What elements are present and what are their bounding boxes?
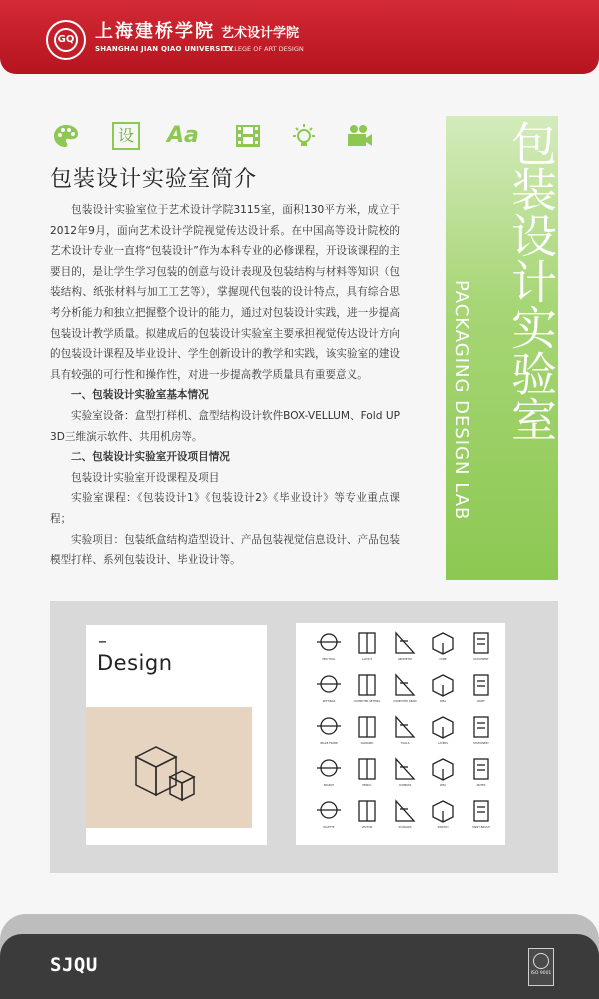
projects-intro-text: 包装设计实验室开设课程及项目: [71, 471, 220, 484]
light-bulb-icon: [426, 755, 460, 789]
image-icon: [312, 713, 346, 747]
pen-tool-icon: [312, 629, 346, 663]
design-icons-card: [296, 623, 505, 845]
icon-caption: PAINT: [477, 700, 485, 703]
bulb-gear-icon: [426, 671, 460, 705]
projects-text: 实验项目：包装纸盒结构造型设计、产品包装视觉信息设计、产品包装模型打样、系列包装设计、毕业设计等。: [50, 533, 400, 567]
icon-caption: COMPASS: [398, 784, 412, 787]
icon-caption: VECTOR: [361, 826, 373, 829]
header-bar: [0, 0, 599, 74]
paint-bucket-icon: [464, 671, 498, 705]
icon-caption: SETTINGS: [322, 700, 336, 703]
color-swatch-icon: [426, 797, 460, 831]
banner-title-cn: 包装设计实验室: [504, 120, 558, 442]
lab-title-banner: [446, 116, 558, 580]
icon-caption: PALETTE: [323, 826, 335, 829]
icon-caption: CUBE: [439, 658, 447, 661]
intro-title: 包装设计实验室简介: [50, 167, 258, 192]
computer-icon: [350, 671, 384, 705]
icon-caption: SCISSORS: [398, 826, 412, 829]
video-camera-icon: [345, 122, 373, 150]
icon-caption: STATIONERY: [473, 742, 489, 745]
icon-caption: PAINT BRUSH: [472, 826, 490, 829]
icon-caption: LAYERS: [438, 742, 448, 745]
gear-icon: [312, 671, 346, 705]
icon-caption: NOTES: [476, 784, 486, 787]
monitor-pen-icon: [388, 671, 422, 705]
design-dash: –: [98, 631, 107, 652]
notepad-icon: [464, 755, 498, 789]
icon-caption: DIAMOND: [360, 742, 374, 745]
pencil-cup-icon: [388, 713, 422, 747]
icon-caption: IDEA: [439, 784, 447, 787]
cert-circle-icon: [533, 953, 549, 969]
icon-caption: PEN TOOL: [322, 658, 336, 661]
paint-brush-icon: [464, 797, 498, 831]
palette-icon: [52, 122, 80, 150]
stationery-icon: [464, 713, 498, 747]
vector-icon: [350, 797, 384, 831]
cert-text: ISO 9001: [530, 971, 552, 976]
sjqu-logo: SJQU: [50, 954, 98, 976]
icon-caption: SEARCH: [323, 784, 335, 787]
intro-body: [50, 200, 400, 571]
magnifier-icon: [312, 755, 346, 789]
icon-caption: DOCUMENT: [473, 658, 489, 661]
design-word: Design: [97, 651, 173, 675]
seal-inner: GQ: [54, 28, 78, 52]
icon-caption: SWATCH: [437, 826, 449, 829]
college-name-cn: 艺术设计学院: [221, 26, 300, 41]
layout-grid-icon: [350, 629, 384, 663]
icon-caption: COMPUTER DRAW: [393, 700, 417, 703]
icon-caption: COMPUTER SETTING: [353, 700, 381, 703]
boxes-icon: [86, 707, 252, 828]
film-strip-icon: [234, 122, 262, 150]
university-name-cn: 上海建桥学院: [95, 21, 215, 42]
boxes-illustration: [86, 707, 252, 828]
university-name-en: SHANGHAI JIAN QIAO UNIVERSITY: [95, 45, 234, 53]
icon-caption: IMAGE FRAME: [319, 742, 339, 745]
design-card: [86, 625, 267, 845]
pencil-icon: [350, 755, 384, 789]
iso-certification-badge: [528, 948, 554, 986]
banner-title-en: PACKAGING DESIGN LAB: [451, 280, 472, 521]
icon-caption: LAYOUT: [361, 658, 373, 661]
light-bulb-icon: [290, 122, 318, 150]
font-aa-icon: Aa: [167, 123, 199, 148]
section-heading-projects: 二、包装设计实验室开设项目情况: [71, 451, 230, 464]
icon-caption: PENCIL: [362, 784, 372, 787]
diamond-icon: [350, 713, 384, 747]
she-character-icon: 设: [112, 122, 140, 150]
university-seal-logo: [46, 20, 86, 60]
intro-paragraph: 包装设计实验室位于艺术设计学院3115室，面积130平方米，成立于2012年9月，面向艺术设计学院视觉传达设计系。在中国高等设计院校的艺术设计专业一直将“包装设计”作为本科专业的必修课程，开设该课程的主要目的，是让学生学习包装的创意与设计表现及包装结构与材料等知识（包装结构、纸张材料与加工工艺等），掌握现代包装的设计特点，具有综合思考分析能力和独立把握整个设计的能力，通过对包装设计实践，进一步提高包装设计教学质量。拟建成后的包装设计实验室主要承担视觉传达设计方向的包装设计课程及毕业设计、学生创新设计的教学和实践，该实验室的建设具有较强的可行性和操作性，对进一步提高教学质量具有重要意义。: [50, 204, 400, 381]
gallery-panel: [50, 601, 558, 873]
compass-icon: [388, 755, 422, 789]
icon-caption: TOOLS: [400, 742, 410, 745]
courses-text: 实验室课程：《包装设计1》《包装设计2》《毕业设计》等专业重点课程；: [50, 492, 400, 525]
palette-icon: [312, 797, 346, 831]
scissors-icon: [388, 797, 422, 831]
section-heading-basic-info: 一、包装设计实验室基本情况: [71, 389, 209, 402]
icon-caption: GEOMETRY: [397, 658, 413, 661]
college-name-en: COLLEGE OF ART DESIGN: [221, 45, 304, 53]
footer-bar: [0, 934, 599, 999]
ruler-triangle-icon: [388, 629, 422, 663]
cube-icon: [426, 629, 460, 663]
icon-caption: IDEA: [439, 700, 447, 703]
document-icon: [464, 629, 498, 663]
equipment-text: 实验室设备：盒型打样机、盒型结构设计软件BOX-VELLUM、Fold UP 3D三维演示软件、共用机房等。: [50, 409, 400, 443]
layers-icon: [426, 713, 460, 747]
